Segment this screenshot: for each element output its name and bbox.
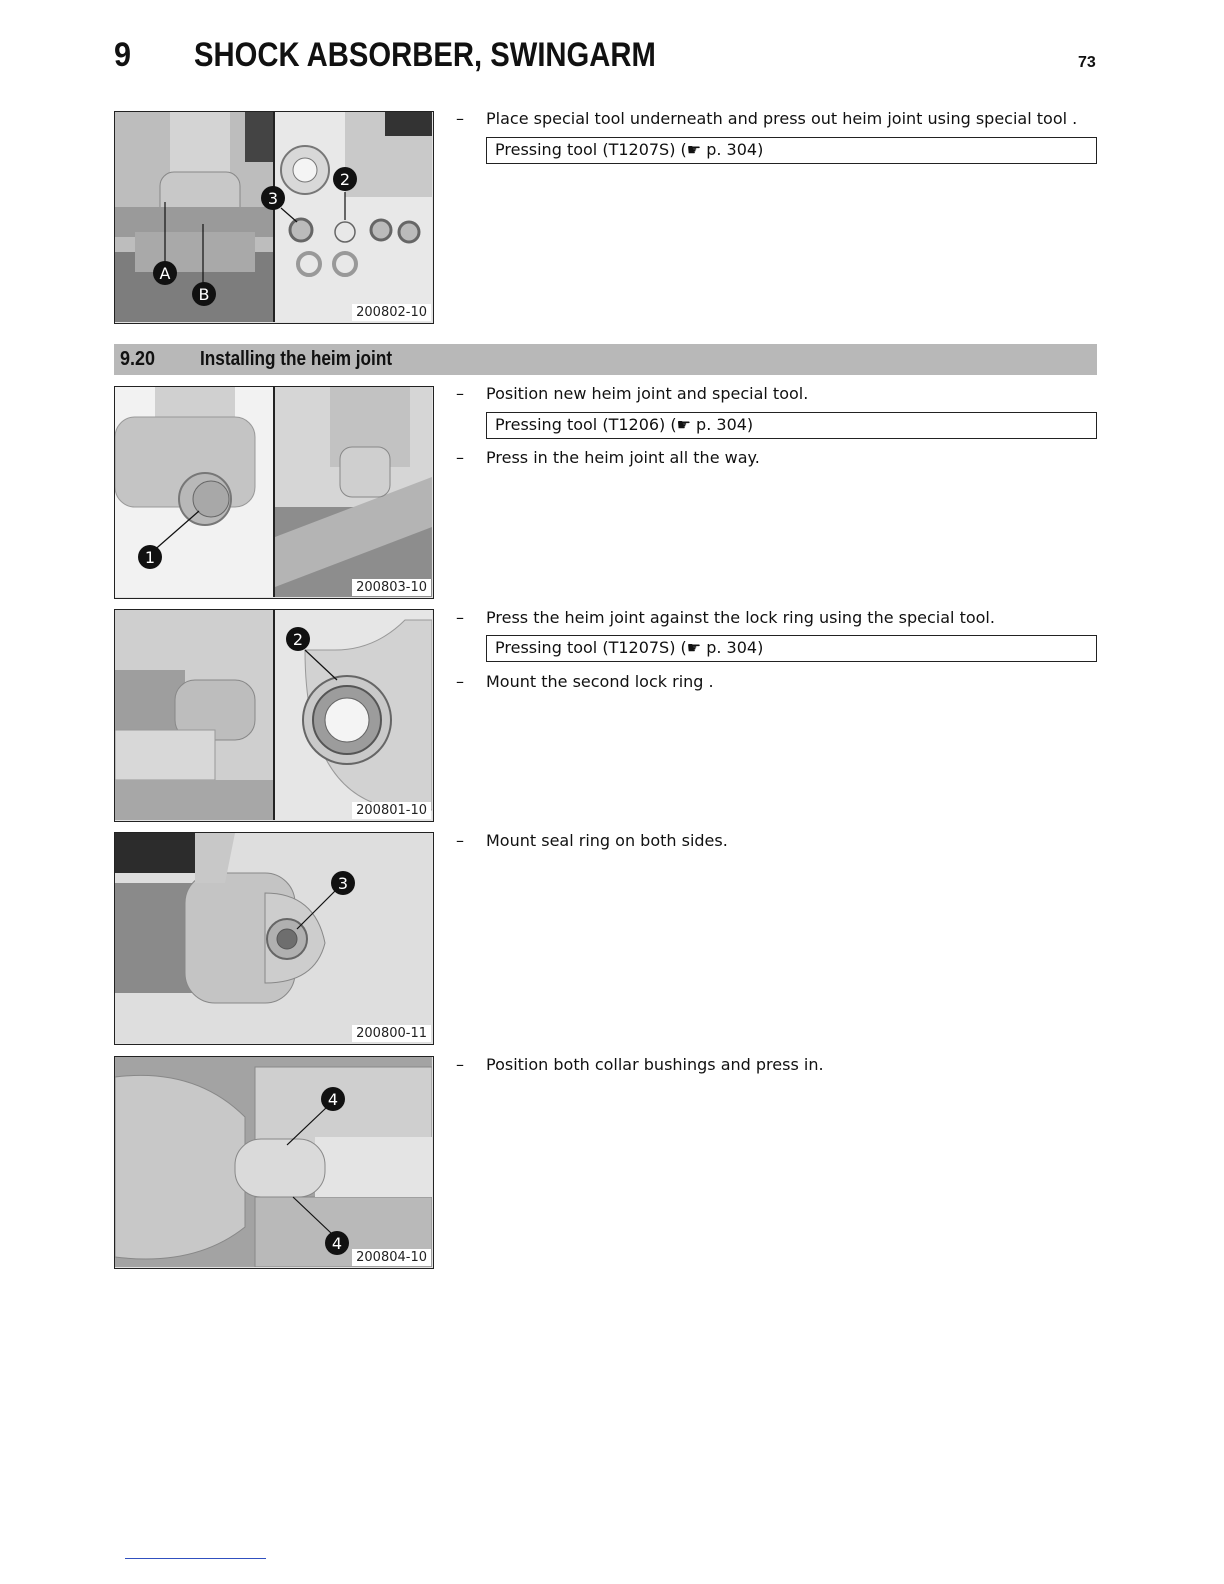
svg-text:4: 4 bbox=[331, 1234, 343, 1253]
svg-text:3: 3 bbox=[267, 189, 279, 208]
callout-4-top bbox=[321, 1087, 345, 1111]
callout-1 bbox=[138, 545, 162, 569]
section-number: 9.20 bbox=[120, 348, 156, 370]
svg-text:A: A bbox=[159, 264, 171, 283]
tool-reference-box: Pressing tool (T1206) (☛ p. 304) bbox=[486, 412, 1097, 439]
callout-3 bbox=[261, 186, 285, 210]
figure-code: 200800-11 bbox=[352, 1025, 431, 1042]
figure-code: 200802-10 bbox=[352, 304, 431, 321]
svg-text:3: 3 bbox=[337, 874, 349, 893]
section-heading bbox=[114, 344, 1097, 375]
callout-a bbox=[153, 261, 177, 285]
callout-2 bbox=[286, 627, 310, 651]
figure-position-heim-joint bbox=[114, 386, 434, 599]
chapter-title: SHOCK ABSORBER, SWINGARM bbox=[194, 36, 656, 74]
page-number: 73 bbox=[1078, 54, 1096, 71]
figure-lock-ring bbox=[114, 609, 434, 822]
callout-3 bbox=[331, 871, 355, 895]
figure-removing-heim-joint bbox=[114, 111, 434, 324]
footnote-divider bbox=[125, 1558, 266, 1559]
svg-text:2: 2 bbox=[292, 630, 304, 649]
figure-code: 200801-10 bbox=[352, 802, 431, 819]
tool-reference-box: Pressing tool (T1207S) (☛ p. 304) bbox=[486, 137, 1097, 164]
figure-code: 200804-10 bbox=[352, 1249, 431, 1266]
callout-4-bottom bbox=[325, 1231, 349, 1255]
svg-text:2: 2 bbox=[339, 170, 351, 189]
figure-code: 200803-10 bbox=[352, 579, 431, 596]
callout-b bbox=[192, 282, 216, 306]
chapter-number: 9 bbox=[114, 36, 132, 74]
svg-text:B: B bbox=[198, 285, 210, 304]
figure-collar-bushings bbox=[114, 1056, 434, 1269]
svg-text:1: 1 bbox=[144, 548, 156, 567]
tool-reference-box: Pressing tool (T1207S) (☛ p. 304) bbox=[486, 635, 1097, 662]
callout-2 bbox=[333, 167, 357, 191]
figure-seal-ring bbox=[114, 832, 434, 1045]
svg-text:4: 4 bbox=[327, 1090, 339, 1109]
section-title: Installing the heim joint bbox=[200, 348, 393, 370]
